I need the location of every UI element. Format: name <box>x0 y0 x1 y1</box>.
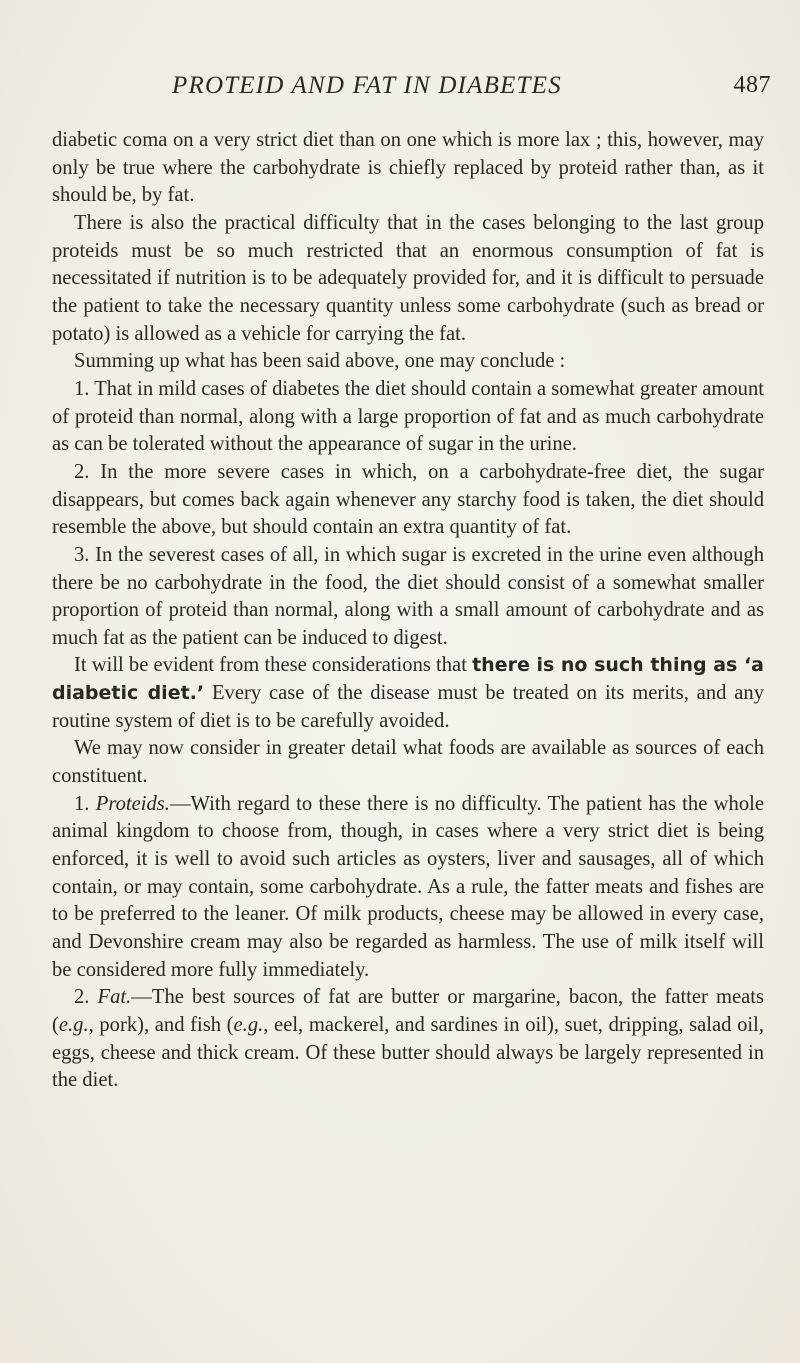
text-run: Every case of the disease must be treated on its merits, and any routine system of diet is to be carefully avoided. <box>52 682 764 732</box>
list-item-paragraph <box>52 542 764 653</box>
body-text <box>52 127 764 1095</box>
page-header <box>60 72 780 112</box>
text-run: It will be evident from these considerations that <box>74 654 473 677</box>
list-item-paragraph <box>52 791 764 985</box>
text-run: We may now consider in greater detail what foods are available as sources of each constituent. <box>52 737 764 788</box>
paragraph <box>52 127 764 210</box>
paragraph <box>52 348 764 376</box>
list-item-paragraph <box>52 984 764 1095</box>
paragraph <box>52 210 764 348</box>
text-run: 3. In the severest cases of all, in which sugar is excreted in the urine even although there be no carbohydrate in the food, the diet should consist of a somewhat smaller proportion of proteid than normal, along with a small amount of carbohydrate and as much fat as the patient can be induced to digest. <box>52 543 764 649</box>
paragraph <box>52 652 764 735</box>
text-run: Summing up what has been said above, one may conclude : <box>74 350 566 373</box>
text-run: There is also the practical difficulty that in the cases belonging to the last group proteids must be so much restricted that an enormous consumption of fat is necessitated if nutrition is to be adequately provided for, and it is difficult to persuade the patient to take the necessary quantity unless some carbohydrate (such as bread or potato) is allowed as a vehicle for carrying the fat. <box>52 211 764 345</box>
list-item-paragraph <box>52 376 764 459</box>
text-run: , eel, mackerel, and sardines in oil), suet, dripping, salad oil, eggs, cheese and thick cream. Of these butter should always be largely represented in the diet. <box>52 1014 764 1092</box>
italic-text: e.g. <box>233 1014 264 1036</box>
text-run: 1. <box>74 792 96 815</box>
text-run: 2. In the more severe cases in which, on a carbohydrate-free diet, the sugar disappears, but comes back again whenever any starchy food is taken, the diet should resemble the above, but should contain an extra quantity of fat. <box>52 460 764 539</box>
text-run: 1. That in mild cases of diabetes the diet should contain a somewhat greater amount of proteid than normal, along with a large proportion of fat and as much carbohydrate as can be tolerated without the appearance of sugar in the urine. <box>52 377 764 456</box>
list-item-paragraph <box>52 459 764 542</box>
text-run: —With regard to these there is no difficulty. The patient has the whole animal kingdom to choose from, though, in cases where a very strict diet is being enforced, it is well to avoid such articles as oysters, liver and sausages, all of which contain, or may contain, some carbohydrate. As a rule, the fatter meats and fishes are to be preferred to the leaner. Of milk products, cheese may be allowed in every case, and Devonshire cream may also be regarded as harmless. The use of milk itself will be considered more fully immediately. <box>52 792 764 981</box>
italic-text: Proteids. <box>95 792 170 815</box>
running-head: PROTEID AND FAT IN DIABETES <box>172 72 562 99</box>
paragraph <box>52 735 764 790</box>
italic-text: Fat. <box>97 986 132 1009</box>
page-number: 487 <box>733 72 771 98</box>
text-run: —The best sources of fat are butter or margarine, bacon, the fatter meats ( <box>52 986 765 1036</box>
italic-text: e.g. <box>58 1014 89 1036</box>
bold-text: there is no such thing as ‘a diabetic diet.’ <box>52 654 764 705</box>
text-run: 2. <box>74 986 98 1009</box>
text-run: , pork), and fish ( <box>88 1014 234 1036</box>
text-run: diabetic coma on a very strict diet than on one which is more lax ; this, however, may only be true where the carbohydrate is chiefly replaced by proteid rather than, as it should be, by fat. <box>52 129 764 207</box>
